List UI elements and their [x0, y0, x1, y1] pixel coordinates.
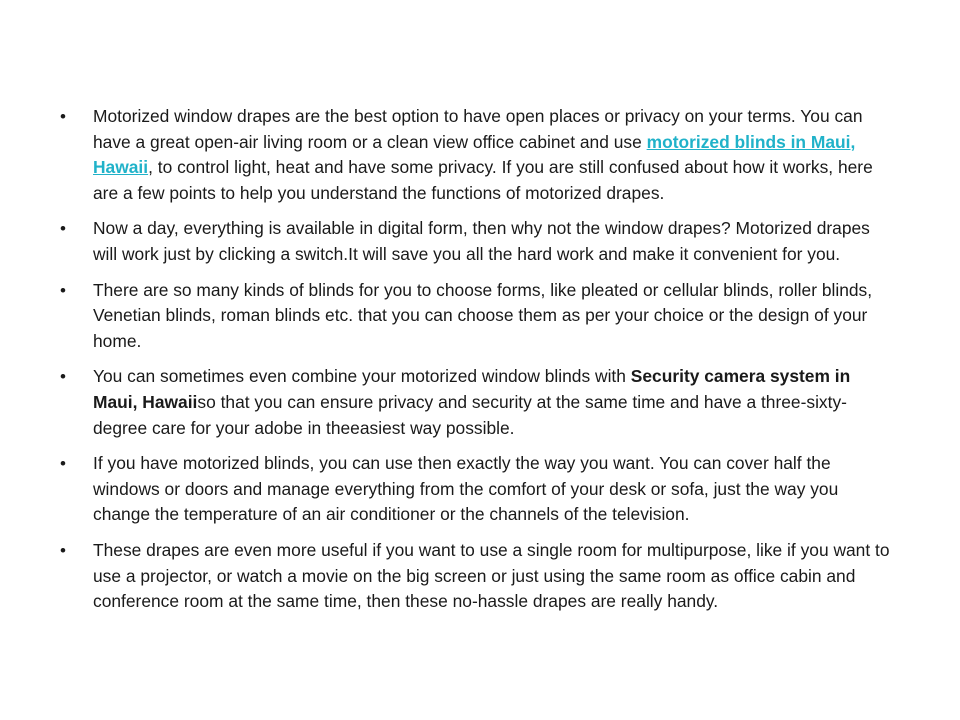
security-camera-emphasis: Security camera system in Maui, Hawaii — [93, 366, 851, 412]
bullet-item-2 — [60, 216, 898, 267]
motorized-blinds-link[interactable]: motorized blinds in Maui, Hawaii — [93, 131, 856, 178]
bullet-4-text-start: You can sometimes even combine your motorized window blinds with — [93, 366, 631, 387]
bullet-4-text-end: so that you can ensure privacy and security at the same time and have a three-sixty-degree care for your adobe in theeasiest way possible. — [93, 391, 847, 438]
bullet-6-text: These drapes are even more useful if you want to use a single room for multipurpose, like if you want to use a projector, or watch a movie on the big screen or just using the same room as office cabin and conference room at the same time, then these no-hassle drapes are really handy. — [93, 539, 890, 612]
bullet-3-text: There are so many kinds of blinds for you to choose forms, like pleated or cellular blinds, roller blinds, Venetian blinds, roman blinds etc. that you can choose them as per your choice or the design of your home. — [93, 279, 873, 351]
bullet-1-text-start: Motorized window drapes are the best option to have open places or privacy on your terms. You can have a great open-air living room or a clean view office cabinet and use — [93, 106, 863, 152]
bullet-item-3 — [60, 278, 898, 355]
bullet-item-6 — [60, 538, 898, 615]
bullet-item-5 — [60, 451, 898, 528]
bullet-item-1 — [60, 104, 898, 206]
bullet-2-text: Now a day, everything is available in digital form, then why not the window drapes? Motorized drapes will work just by clicking a switch.It will save you all the hard work and make it convenient for you. — [93, 218, 870, 264]
bullet-item-4 — [60, 364, 898, 441]
bullet-list — [60, 104, 898, 625]
bullet-1-text-end: , to control light, heat and have some privacy. If you are still confused about how it works, here are a few points to help you understand the functions of motorized drapes. — [93, 157, 873, 203]
bullet-5-text: If you have motorized blinds, you can use then exactly the way you want. You can cover half the windows or doors and manage everything from the comfort of your desk or sofa, just the way you change the temperature of an air conditioner or the channels of the television. — [93, 453, 839, 525]
